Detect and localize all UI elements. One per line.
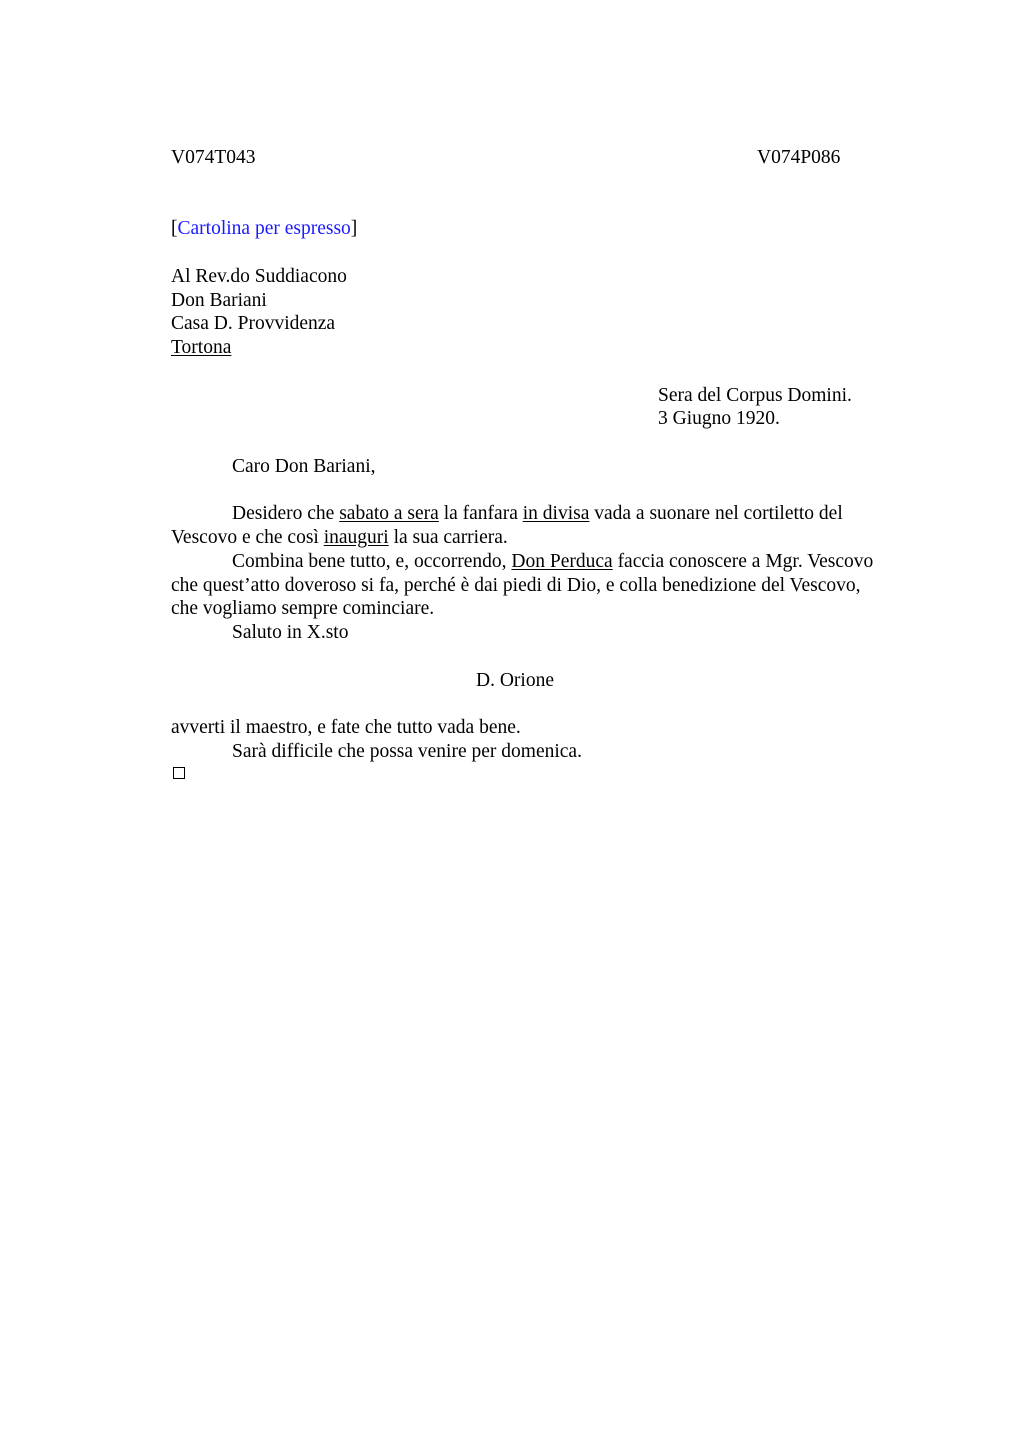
address-line-3: Casa D. Provvidenza bbox=[171, 313, 336, 334]
body-text: la fanfara bbox=[438, 503, 523, 524]
body-line-2 bbox=[171, 526, 508, 550]
body-text: la sua carriera. bbox=[388, 527, 508, 548]
address-city: Tortona bbox=[171, 337, 232, 358]
card-type-label bbox=[171, 217, 357, 241]
postscript-line-1: avverti il maestro, e fate che tutto vada bene. bbox=[171, 717, 521, 738]
body-line-5: che vogliamo sempre cominciare. bbox=[171, 598, 435, 619]
underlined-text: inauguri bbox=[323, 527, 389, 548]
open-bracket: [ bbox=[171, 218, 178, 239]
postscript-line-2: Sarà difficile che possa venire per domenica. bbox=[232, 741, 582, 762]
body-text: Desidero che bbox=[232, 503, 340, 524]
underlined-text: in divisa bbox=[522, 503, 590, 524]
dateline-1: Sera del Corpus Domini. bbox=[658, 385, 852, 406]
body-line-1 bbox=[232, 502, 843, 526]
body-text: Vescovo e che così bbox=[171, 527, 324, 548]
body-line-3 bbox=[232, 550, 873, 574]
end-marker-box-icon bbox=[173, 767, 185, 779]
address-line-1: Al Rev.do Suddiacono bbox=[171, 266, 347, 287]
salutation: Caro Don Bariani, bbox=[232, 456, 376, 477]
document-code-right: V074P086 bbox=[757, 147, 841, 168]
underlined-text: sabato a sera bbox=[339, 503, 439, 524]
body-text: vada a suonare nel cortiletto del bbox=[589, 503, 843, 524]
signature: D. Orione bbox=[476, 670, 554, 691]
underlined-text: Don Perduca bbox=[511, 551, 613, 572]
close-bracket: ] bbox=[350, 218, 358, 239]
dateline-2: 3 Giugno 1920. bbox=[658, 408, 780, 429]
card-type-text: Cartolina per espresso bbox=[177, 218, 351, 239]
body-line-4: che quest’atto doveroso si fa, perché è dai piedi di Dio, e colla benedizione del Vescovo, bbox=[171, 575, 861, 596]
body-text: faccia conoscere a Mgr. Vescovo bbox=[612, 551, 874, 572]
body-text: Combina bene tutto, e, occorrendo, bbox=[232, 551, 512, 572]
document-code-left: V074T043 bbox=[171, 147, 256, 168]
address-line-2: Don Bariani bbox=[171, 290, 267, 311]
closing-greeting: Saluto in X.sto bbox=[232, 622, 349, 643]
